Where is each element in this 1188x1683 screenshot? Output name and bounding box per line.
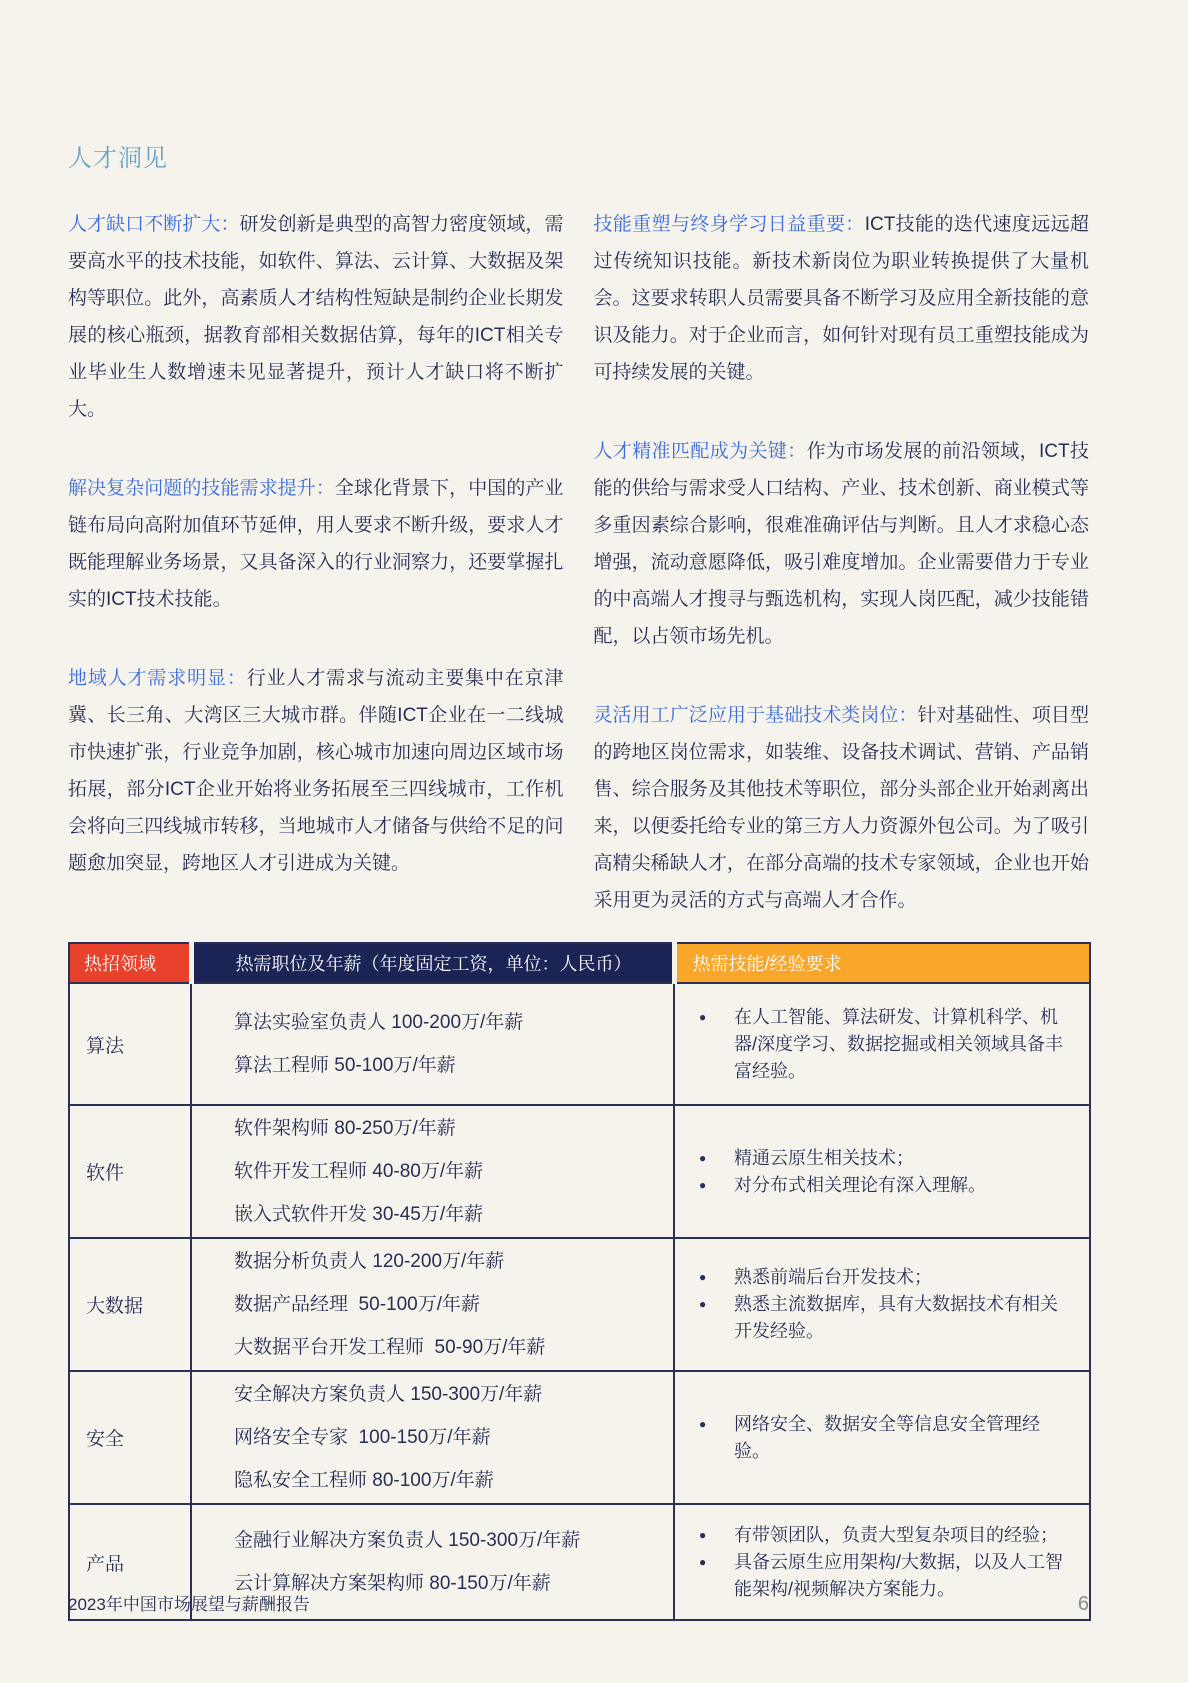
position-line: 安全解决方案负责人 150-300万/年薪	[234, 1384, 543, 1405]
skills-cell	[674, 1105, 1090, 1238]
table-row-software	[69, 1105, 1090, 1238]
position-line: 大数据平台开发工程师 50-90万/年薪	[234, 1337, 546, 1358]
field-cell: 软件	[69, 1105, 191, 1238]
table-row-algorithm	[69, 983, 1090, 1105]
skills-cell	[674, 1238, 1090, 1371]
header-hot-field: 热招领域	[69, 943, 191, 983]
table-header-row	[69, 943, 1090, 983]
header-skills-experience: 热需技能/经验要求	[674, 943, 1090, 983]
footer-page-number: 6	[1077, 1593, 1089, 1615]
paragraph-body: 行业人才需求与流动主要集中在京津冀、长三角、大湾区三大城市群。伴随ICT企业在一二线城市快速扩张，行业竞争加剧，核心城市加速向周边区域市场拓展，部分ICT企业开始将业务拓展至三四线城市，工作机会将向三四线城市转移，当地城市人才储备与供给不足的问题愈加突显，跨地区人才引进成为关键。	[68, 668, 564, 874]
position-line: 算法工程师 50-100万/年薪	[234, 1055, 456, 1076]
paragraph-body: ICT技能的迭代速度远远超过传统知识技能。新技术新岗位为职业转换提供了大量机会。这要求转职人员需要具备不断学习及应用全新技能的意识及能力。对于企业而言，如何针对现有员工重塑技能成为可持续发展的关键。	[593, 214, 1089, 383]
field-cell: 产品	[69, 1504, 191, 1620]
position-line: 数据分析负责人 120-200万/年薪	[234, 1251, 505, 1272]
header-positions-salary: 热需职位及年薪（年度固定工资，单位：人民币）	[191, 943, 674, 983]
paragraph-lead: 解决复杂问题的技能需求提升：	[68, 478, 335, 499]
position-line: 软件开发工程师 40-80万/年薪	[234, 1161, 484, 1182]
position-line: 嵌入式软件开发 30-45万/年薪	[234, 1204, 484, 1225]
skill-item: ● 精通云原生相关技术；	[675, 1145, 1071, 1172]
insight-paragraph	[594, 206, 1090, 391]
hot-hiring-table	[68, 942, 1091, 1621]
skill-item: ● 熟悉主流数据库，具有大数据技术有相关开发经验。	[675, 1291, 1071, 1345]
field-cell: 算法	[69, 983, 191, 1105]
position-line: 金融行业解决方案负责人 150-300万/年薪	[234, 1530, 581, 1551]
paragraph-body: 全球化背景下，中国的产业链布局向高附加值环节延伸，用人要求不断升级，要求人才既能理解业务场景，又具备深入的行业洞察力，还要掌握扎实的ICT技术技能。	[68, 478, 564, 610]
skills-cell	[674, 1371, 1090, 1504]
field-cell: 大数据	[69, 1238, 191, 1371]
skill-item: ● 在人工智能、算法研发、计算机科学、机器/深度学习、数据挖掘或相关领域具备丰富经验。	[675, 1004, 1071, 1085]
insight-column-left	[68, 206, 564, 961]
paragraph-lead: 技能重塑与终身学习日益重要：	[593, 214, 865, 235]
skill-item: ● 有带领团队，负责大型复杂项目的经验；	[675, 1522, 1071, 1549]
skill-item: ● 具备云原生应用架构/大数据，以及人工智能架构/视频解决方案能力。	[675, 1549, 1071, 1603]
paragraph-lead: 人才缺口不断扩大：	[68, 214, 240, 235]
paragraph-lead: 人才精准匹配成为关键：	[593, 441, 807, 462]
insight-paragraph	[68, 660, 564, 882]
position-line: 隐私安全工程师 80-100万/年薪	[234, 1470, 494, 1491]
insight-paragraph	[68, 206, 564, 428]
page-title: 人才洞见	[68, 145, 168, 172]
positions-cell	[191, 983, 674, 1105]
insight-column-right	[594, 206, 1090, 961]
position-line: 网络安全专家 100-150万/年薪	[234, 1427, 491, 1448]
insight-paragraph	[594, 697, 1090, 919]
paragraph-lead: 地域人才需求明显：	[68, 668, 247, 689]
paragraph-body: 研发创新是典型的高智力密度领域，需要高水平的技术技能，如软件、算法、云计算、大数据及架构等职位。此外，高素质人才结构性短缺是制约企业长期发展的核心瓶颈，据教育部相关数据估算，每年的ICT相关专业毕业生人数增速未见显著提升，预计人才缺口将不断扩大。	[68, 214, 564, 420]
table-row-security	[69, 1371, 1090, 1504]
page-footer	[68, 1590, 1089, 1616]
positions-cell	[191, 1238, 674, 1371]
positions-cell	[191, 1371, 674, 1504]
skill-item: ● 网络安全、数据安全等信息安全管理经验。	[675, 1411, 1071, 1465]
insight-paragraph	[594, 433, 1090, 655]
table-row-bigdata	[69, 1238, 1090, 1371]
paragraph-lead: 灵活用工广泛应用于基础技术类岗位：	[593, 705, 918, 726]
paragraph-body: 针对基础性、项目型的跨地区岗位需求，如装维、设备技术调试、营销、产品销售、综合服务及其他技术等职位，部分头部企业开始剥离出来，以便委托给专业的第三方人力资源外包公司。为了吸引高精尖稀缺人才，在部分高端的技术专家领域，企业也开始采用更为灵活的方式与高端人才合作。	[593, 705, 1089, 911]
position-line: 软件架构师 80-250万/年薪	[234, 1118, 456, 1139]
skill-item: ● 对分布式相关理论有深入理解。	[675, 1172, 1071, 1199]
paragraph-body: 作为市场发展的前沿领域，ICT技能的供给与需求受人口结构、产业、技术创新、商业模式等多重因素综合影响，很难准确评估与判断。且人才求稳心态增强，流动意愿降低，吸引难度增加。企业需要借力于专业的中高端人才搜寻与甄选机构，实现人岗匹配，减少技能错配，以占领市场先机。	[593, 441, 1089, 647]
skill-item: ● 熟悉前端后台开发技术；	[675, 1264, 1071, 1291]
footer-report-title: 2023年中国市场展望与薪酬报告	[68, 1595, 310, 1614]
position-line: 数据产品经理 50-100万/年薪	[234, 1294, 480, 1315]
position-line: 算法实验室负责人 100-200万/年薪	[234, 1012, 524, 1033]
positions-cell	[191, 1105, 674, 1238]
position-line: 云计算解决方案架构师 80-150万/年薪	[234, 1573, 551, 1594]
insight-paragraph	[68, 470, 564, 618]
insight-columns	[68, 206, 1089, 961]
skills-cell	[674, 983, 1090, 1105]
field-cell: 安全	[69, 1371, 191, 1504]
